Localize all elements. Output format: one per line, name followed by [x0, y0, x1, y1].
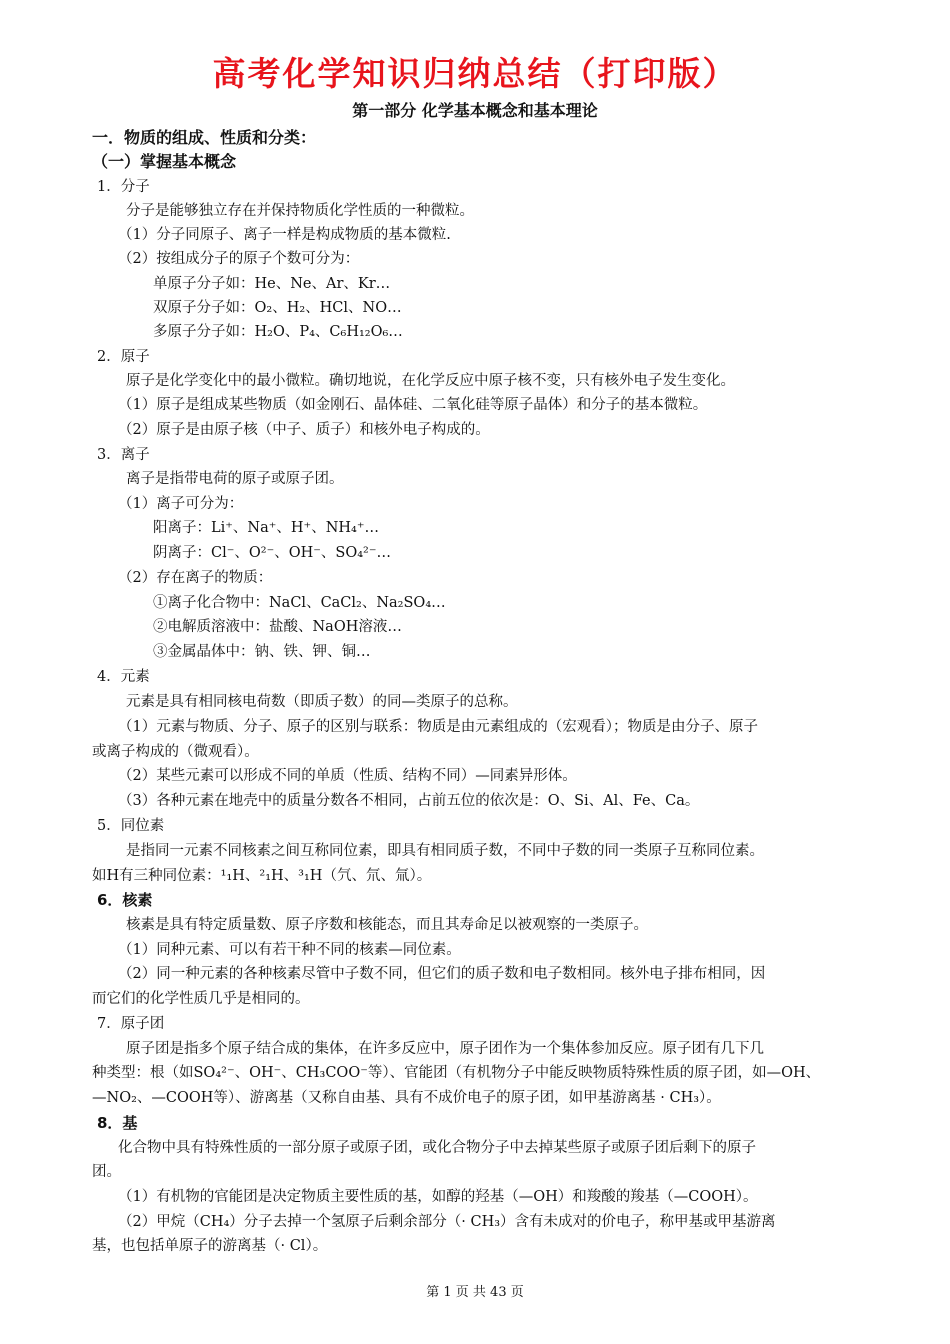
section-subtitle: 第一部分 化学基本概念和基本理论: [352, 101, 598, 120]
text-line: 而它们的化学性质几乎是相同的。: [92, 991, 310, 1007]
text-line: ②电解质溶液中：盐酸、NaOH溶液…: [153, 619, 402, 635]
text-line: —NO₂、—COOH等）、游离基（又称自由基、具有不成价电子的原子团，如甲基游离基 · CH₃）。: [92, 1090, 721, 1106]
text-line: 4．元素: [97, 669, 150, 685]
text-line: （1）同种元素、可以有若干种不同的核素—同位素。: [118, 942, 461, 958]
text-line: 元素是具有相同核电荷数（即质子数）的同—类原子的总称。: [126, 694, 518, 710]
text-line: 3．离子: [97, 447, 150, 463]
text-line: （2）同一种元素的各种核素尽管中子数不同，但它们的质子数和电子数相同。核外电子排布相同，因: [118, 966, 766, 982]
text-line: 阴离子：Cl⁻、O²⁻、OH⁻、SO₄²⁻…: [153, 545, 392, 561]
text-line: 核素是具有特定质量数、原子序数和核能态，而且其寿命足以被观察的一类原子。: [126, 917, 648, 933]
text-line: 基，也包括单原子的游离基（· Cl）。: [92, 1238, 328, 1254]
text-line: 是指同一元素不同核素之间互称同位素，即具有相同质子数，不同中子数的同一类原子互称同位素。: [126, 843, 764, 859]
text-line: 7．原子团: [97, 1016, 165, 1032]
text-line: （1）原子是组成某些物质（如金刚石、晶体硅、二氧化硅等原子晶体）和分子的基本微粒。: [118, 397, 708, 413]
text-line: 原子是化学变化中的最小微粒。确切地说，在化学反应中原子核不变，只有核外电子发生变化。: [126, 373, 735, 389]
text-line: 或离子构成的（微观看）。: [92, 744, 259, 760]
text-line: （2）甲烷（CH₄）分子去掉一个氢原子后剩余部分（· CH₃）含有未成对的价电子，称甲基或甲基游离: [118, 1214, 776, 1230]
page-number: 第 1 页 共 43 页: [426, 1285, 524, 1300]
text-line: 团。: [92, 1164, 121, 1180]
section-heading: 8．基: [97, 1114, 138, 1132]
text-line: 原子团是指多个原子结合成的集体，在许多反应中，原子团作为一个集体参加反应。原子团有几下几: [126, 1041, 764, 1057]
text-line: 分子是能够独立存在并保持物质化学性质的一种微粒。: [126, 203, 474, 219]
text-line: （2）某些元素可以形成不同的单质（性质、结构不同）—同素异形体。: [118, 768, 577, 784]
text-line: 阳离子：Li⁺、Na⁺、H⁺、NH₄⁺…: [153, 520, 380, 536]
text-line: （3）各种元素在地壳中的质量分数各不相同，占前五位的依次是：O、Si、Al、Fe、Ca。: [118, 793, 700, 809]
text-line: 5．同位素: [97, 818, 165, 834]
text-line: 种类型：根（如SO₄²⁻、OH⁻、CH₃COO⁻等）、官能团（有机物分子中能反映物质特殊性质的原子团，如—OH、: [92, 1065, 821, 1081]
heading-2: （一）掌握基本概念: [92, 152, 237, 171]
text-line: 单原子分子如：He、Ne、Ar、Kr…: [153, 276, 391, 292]
text-line: （2）按组成分子的原子个数可分为：: [118, 251, 360, 267]
text-line: （1）分子同原子、离子一样是构成物质的基本微粒.: [118, 227, 451, 243]
text-line: 双原子分子如：O₂、H₂、HCl、NO…: [153, 300, 402, 316]
text-line: ①离子化合物中：NaCl、CaCl₂、Na₂SO₄…: [153, 595, 446, 611]
page-title: 高考化学知识归纳总结（打印版）: [212, 54, 738, 93]
text-line: （1）离子可分为：: [118, 496, 244, 512]
section-heading: 6．核素: [97, 891, 153, 909]
text-line: ③金属晶体中：钠、铁、钾、铜…: [153, 644, 371, 660]
text-line: 2．原子: [97, 349, 150, 365]
text-line: （2）存在离子的物质：: [118, 570, 273, 586]
text-line: 如H有三种同位素：¹₁H、²₁H、³₁H（氕、氘、氚）。: [92, 868, 432, 884]
text-line: 1．分子: [97, 179, 150, 195]
text-line: 化合物中具有特殊性质的一部分原子或原子团，或化合物分子中去掉某些原子或原子团后剩下的原子: [118, 1140, 756, 1156]
heading-1: 一．物质的组成、性质和分类：: [92, 128, 317, 147]
text-line: 离子是指带电荷的原子或原子团。: [126, 471, 344, 487]
text-line: （2）原子是由原子核（中子、质子）和核外电子构成的。: [118, 422, 490, 438]
text-line: （1）有机物的官能团是决定物质主要性质的基，如醇的羟基（—OH）和羧酸的羧基（—COOH）。: [118, 1189, 758, 1205]
text-line: 多原子分子如：H₂O、P₄、C₆H₁₂O₆…: [153, 324, 403, 340]
text-line: （1）元素与物质、分子、原子的区别与联系：物质是由元素组成的（宏观看）；物质是由分子、原子: [118, 719, 758, 735]
